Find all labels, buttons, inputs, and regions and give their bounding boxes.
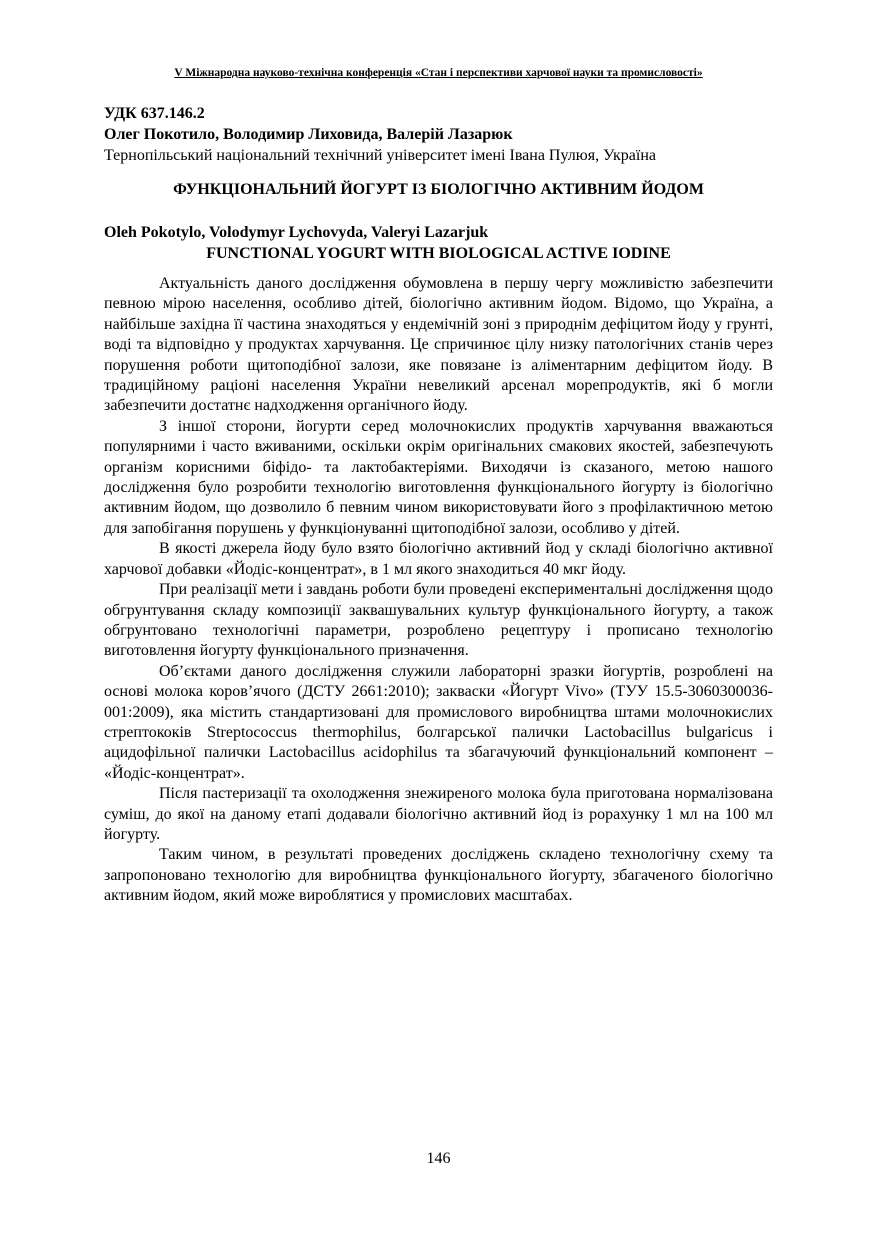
page-number: 146	[426, 1150, 451, 1167]
authors-en: Oleh Pokotylo, Volodymyr Lychovyda, Valeryi Lazarjuk	[104, 224, 489, 241]
title-en: FUNCTIONAL YOGURT WITH BIOLOGICAL ACTIVE IODINE	[206, 245, 671, 262]
paper-meta	[104, 103, 773, 166]
paragraph: Після пастеризації та охолодження знежиреного молока була приготована нормалізована суміш, до якої на даному етапі додавали біологічно активний йод із рорахунку 1 мл на 100 мл йогурту.	[104, 785, 773, 843]
title-ua: ФУНКЦІОНАЛЬНИЙ ЙОГУРТ ІЗ БІОЛОГІЧНО АКТИВНИМ ЙОДОМ	[173, 181, 704, 198]
paragraph: Актуальність даного дослідження обумовлена в першу чергу можливістю забезпечити певною мірою населення, особливо дітей, біологічно активним йодом. Відомо, що Україна, а найбільше західна її частина знаходяться у ендемічній зоні з природнім дефіцитом йоду у грунті, воді та відповідно у продуктах харчування. Це спричинює цілу низку патологічних станів через порушення роботи щитоподібної залози, яке повязане із аліментарним дефіцитом йоду. В традиційному раціоні населення України невеликий арсенал морепродуктів, які б могли забезпечити достатнє надходження органічного йоду.	[104, 275, 773, 415]
conference-header: V Міжнародна науково-технічна конференція «Стан і перспективи харчової науки та промисловості»	[174, 67, 703, 79]
body-text	[104, 274, 773, 907]
affiliation: Тернопільський національний технічний університет імені Івана Пулюя, Україна	[104, 147, 656, 164]
english-block	[104, 222, 773, 264]
paragraph: При реалізації мети і завдань роботи були проведені експериментальні дослідження щодо обгрунтування складу композиції заквашувальних культур функціонального йогурту, а також обгрунтовано технологічні параметри, розроблено рецептуру і прописано технологію виготовлення йогурту функціонального призначення.	[104, 581, 773, 660]
udc-code: УДК 637.146.2	[104, 105, 205, 122]
paragraph: Таким чином, в результаті проведених досліджень складено технологічну схему та запропоновано технологію для виробництва функціонального йогурту, збагаченого біологічно активним йодом, який може вироблятися у промислових масштабах.	[104, 846, 773, 905]
authors-ua: Олег Покотило, Володимир Лиховида, Валерій Лазарюк	[104, 126, 513, 143]
paragraph: Об’єктами даного дослідження служили лабораторні зразки йогуртів, розроблені на основі молока коров’ячого (ДСТУ 2661:2010); закваски «Йогурт Vivo» (ТУУ 15.5-3060300036-001:2009), яка містить стандартизовані для промислового виробництва штами молочнокислих стрептококів Streptococcus thermophilus, болгарської палички Lactobacillus bulgaricus і ацидофільної палички Lactobacillus acidophilus та збагачуючий функціональний компонент – «Йодіс-концентрат».	[104, 662, 773, 782]
paragraph: В якості джерела йоду було взято біологічно активний йод у складі біологічно активної харчової добавки «Йодіс-концентрат», в 1 мл якого знаходиться 40 мкг йоду.	[104, 540, 773, 578]
paragraph: З іншої сторони, йогурти серед молочнокислих продуктів харчування вважаються популярними і часто вживаними, оскільки окрім оригінальних смакових якостей, забезпечують організм корисними біфідо- та лактобактеріями. Виходячи із сказаного, метою нашого дослідження було розробити технологію виготовлення функціонального йогурту із біологічно активним йодом, що дозволило б певним чином використовувати його з профілактичною метою для запобігання порушень у функціонуванні щитоподібної залози, особливо у дітей.	[104, 417, 773, 537]
